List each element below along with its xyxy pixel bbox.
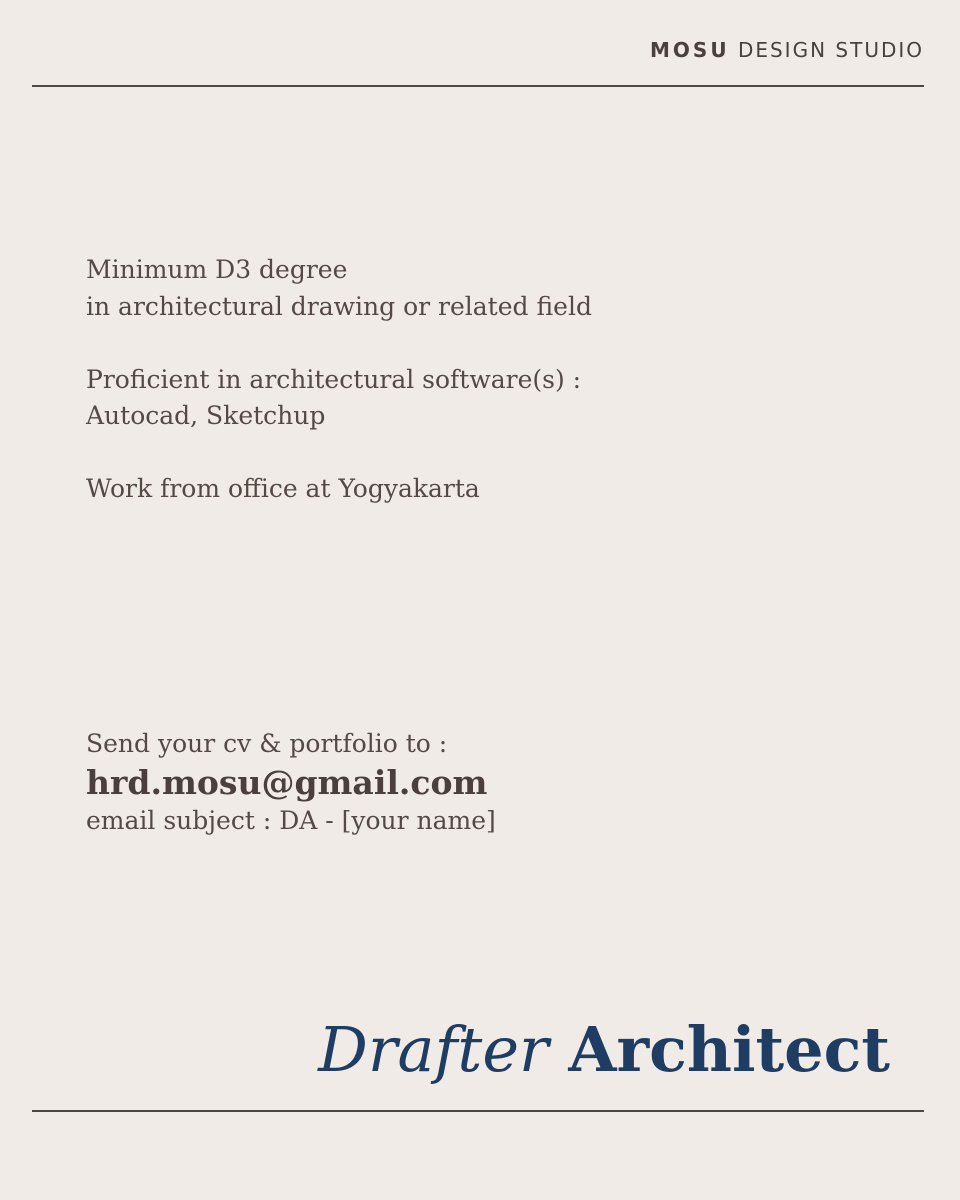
requirement-line: in architectural drawing or related field <box>86 291 592 321</box>
requirements-list <box>86 252 592 544</box>
requirement-line: Work from office at Yogyakarta <box>86 474 480 503</box>
job-title <box>318 1010 890 1090</box>
requirement-education <box>86 252 592 325</box>
requirement-location <box>86 471 592 508</box>
job-title-bold: Architect <box>568 1013 890 1086</box>
brand-logo <box>650 38 924 62</box>
requirement-line: Autocad, Sketchup <box>86 401 326 430</box>
bottom-divider <box>32 1110 924 1112</box>
email-subject-note: email subject : DA - [your name] <box>86 806 496 835</box>
brand-name: MOSU <box>650 38 730 62</box>
brand-subtitle: DESIGN STUDIO <box>737 38 924 62</box>
send-instruction: Send your cv & portfolio to : <box>86 729 448 758</box>
requirement-software <box>86 362 592 435</box>
job-title-italic: Drafter <box>318 1013 549 1086</box>
contact-section <box>86 726 496 838</box>
top-divider <box>32 85 924 87</box>
requirement-line: Minimum D3 degree <box>86 255 348 284</box>
contact-email: hrd.mosu@gmail.com <box>86 763 488 802</box>
requirement-line: Proficient in architectural software(s) : <box>86 364 582 394</box>
